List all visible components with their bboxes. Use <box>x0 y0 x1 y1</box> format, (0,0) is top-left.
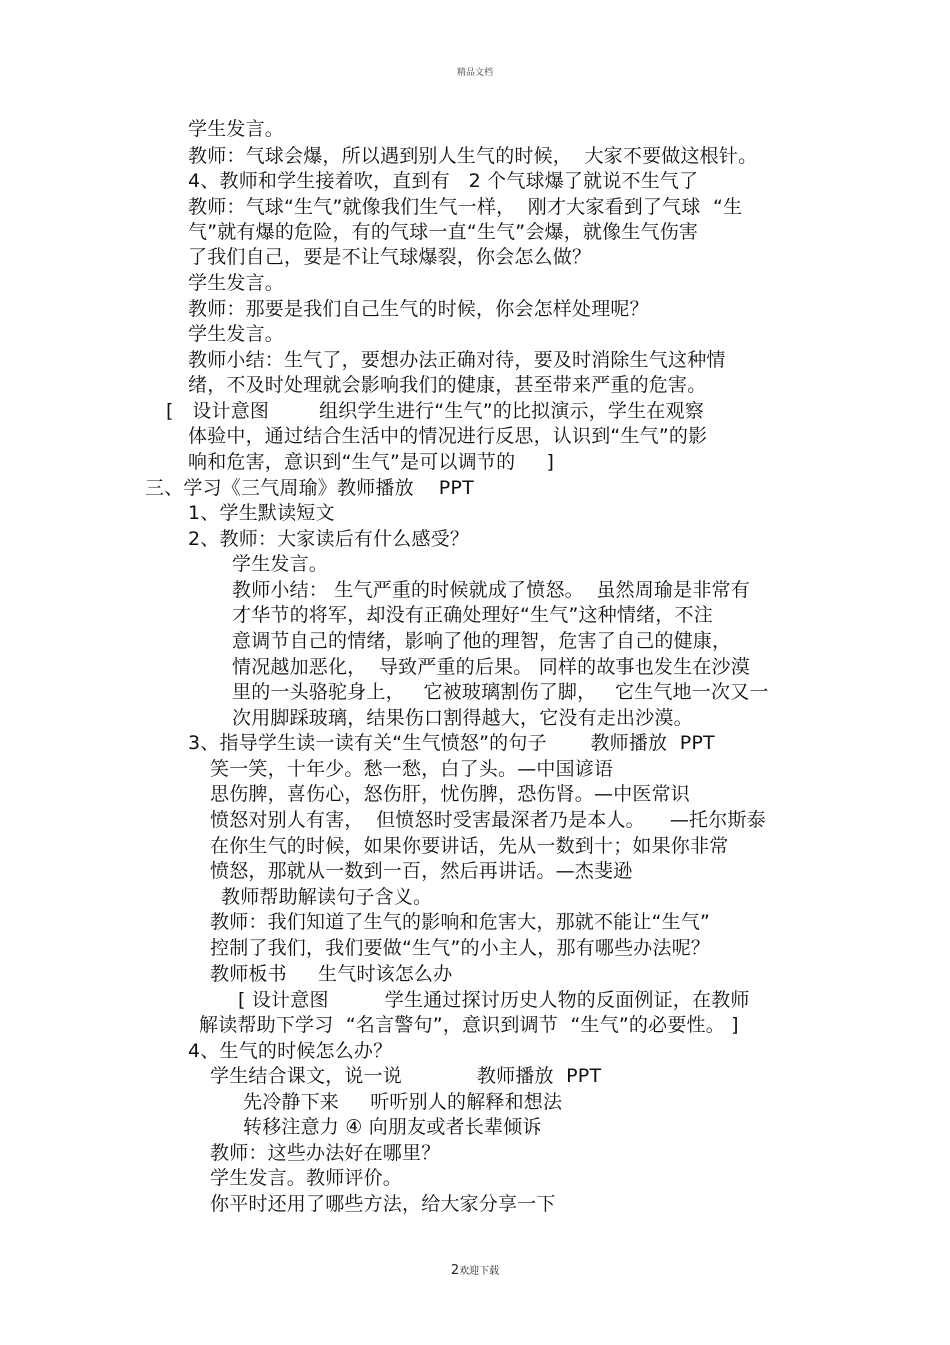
text-line: 教师小结：生气了，要想办法正确对待，要及时消除生气这种情 <box>188 349 726 371</box>
text-line: [ 设计意图 组织学生进行“生气”的比拟演示，学生在观察 <box>166 400 704 422</box>
page-number: 2 <box>450 1263 460 1278</box>
text-line: 绪，不及时处理就会影响我们的健康，甚至带来严重的危害。 <box>188 374 707 396</box>
quote-line: 在你生气的时候，如果你要讲话，先从一数到十；如果你非常 <box>210 835 729 857</box>
text-line: 3、指导学生读一读有关“生气愤怒”的句子 教师播放 PPT <box>188 732 715 754</box>
text-line: 学生发言。教师评价。 <box>210 1167 403 1189</box>
text-line: 4、教师和学生接着吹，直到有 2 个气球爆了就说不生气了 <box>188 170 699 192</box>
page-header: 精品文档 <box>456 68 493 78</box>
text-line: 教师板书 生气时该怎么办 <box>210 963 453 985</box>
text-line: 体验中，通过结合生活中的情况进行反思，认识到“生气”的影 <box>188 425 708 447</box>
text-line: 教师：这些办法好在哪里？ <box>210 1142 441 1164</box>
text-line: 了我们自己，要是不让气球爆裂，你会怎么做？ <box>188 246 592 268</box>
text-line: 2、教师：大家读后有什么感受？ <box>188 528 470 550</box>
text-line: 教师：那要是我们自己生气的时候，你会怎样处理呢？ <box>188 298 649 320</box>
text-line: 气”就有爆的危险，有的气球一直“生气”会爆，就像生气伤害 <box>188 221 699 243</box>
text-line: 教师：气球“生气”就像我们生气一样， 刚才大家看到了气球 “生 <box>188 196 743 218</box>
text-line: 意调节自己的情绪，影响了他的理智，危害了自己的健康， <box>232 630 732 652</box>
text-line: 教师小结： 生气严重的时候就成了愤怒。 虽然周瑜是非常有 <box>232 579 750 601</box>
text-line: 响和危害，意识到“生气”是可以调节的 ] <box>188 451 555 473</box>
text-line: 学生发言。 <box>188 323 285 345</box>
text-line: 转移注意力 ④ 向朋友或者长辈倾诉 <box>243 1116 542 1138</box>
text-line: 学生结合课文，说一说 教师播放 PPT <box>210 1065 602 1087</box>
text-line: 教师：我们知道了生气的影响和危害大，那就不能让“生气” <box>210 911 711 933</box>
text-line: 教师帮助解读句子含义。 <box>221 886 433 908</box>
text-line: 里的一头骆驼身上， 它被玻璃割伤了脚， 它生气地一次又一 <box>232 681 769 703</box>
text-line: 次用脚踩玻璃，结果伤口割得越大，它没有走出沙漠。 <box>232 707 693 729</box>
text-line: 学生发言。 <box>232 553 329 575</box>
text-line: 解读帮助下学习 “名言警句”，意识到调节 “生气”的必要性。 ] <box>199 1014 739 1036</box>
quote-line: 愤怒，那就从一数到一百，然后再讲话。—杰斐逊 <box>210 860 633 882</box>
quote-line: 思伤脾，喜伤心，怒伤肝，忧伤脾，恐伤肾。—中医常识 <box>210 783 691 805</box>
text-line: 你平时还用了哪些方法，给大家分享一下 <box>210 1193 556 1215</box>
text-line: 4、生气的时候怎么办？ <box>188 1040 393 1062</box>
text-line: 情况越加恶化， 导致严重的后果。 同样的故事也发生在沙漠 <box>232 656 750 678</box>
text-line: 学生发言。 <box>188 118 285 140</box>
text-line: 控制了我们，我们要做“生气”的小主人，那有哪些办法呢？ <box>210 937 711 959</box>
footer-text: 欢迎下载 <box>459 1266 500 1277</box>
quote-line: 笑一笑，十年少。愁一愁，白了头。—中国谚语 <box>210 758 614 780</box>
text-line: 学生发言。 <box>188 272 285 294</box>
quote-line: 愤怒对别人有害， 但愤怒时受害最深者乃是本人。 —托尔斯泰 <box>210 809 766 831</box>
text-line: 教师：气球会爆，所以遇到别人生气的时候， 大家不要做这根针。 <box>188 145 758 167</box>
page-footer <box>0 1262 950 1278</box>
section-heading: 三、学习《三气周瑜》教师播放 PPT <box>145 477 474 499</box>
text-line: [ 设计意图 学生通过探讨历史人物的反面例证，在教师 <box>238 989 750 1011</box>
text-line: 1、学生默读短文 <box>188 502 335 524</box>
text-line: 才华节的将军，却没有正确处理好“生气”这种情绪，不注 <box>232 604 713 626</box>
text-line: 先冷静下来 听听别人的解释和想法 <box>243 1091 563 1113</box>
